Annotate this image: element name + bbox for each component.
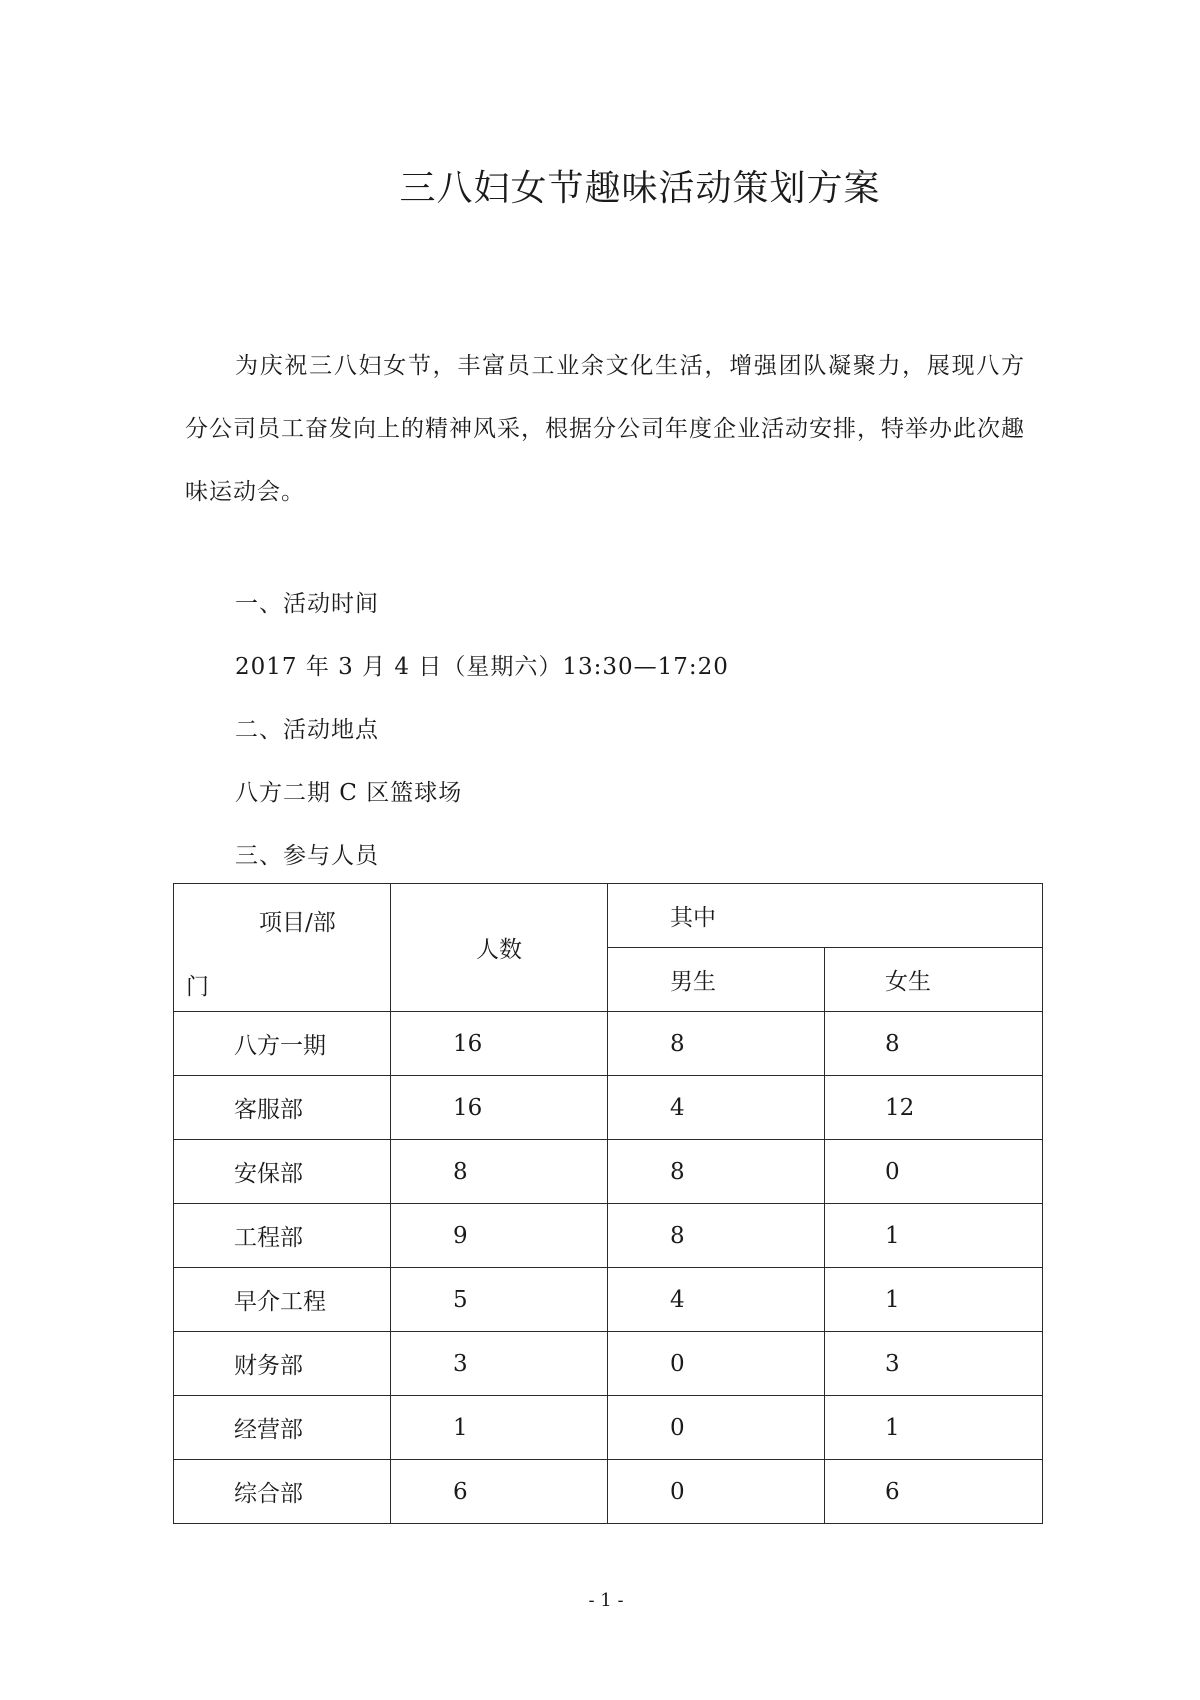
- count-cell: 1: [391, 1396, 608, 1460]
- header-male: 男生: [608, 948, 825, 1012]
- dept-cell: 工程部: [174, 1204, 391, 1268]
- count-cell: 9: [391, 1204, 608, 1268]
- intro-paragraph: 为庆祝三八妇女节，丰富员工业余文化生活，增强团队凝聚力，展现八方分公司员工奋发向上的精神风采，根据分公司年度企业活动安排，特举办此次趣味运动会。: [185, 353, 1025, 505]
- header-dept-line1: 项目/部: [259, 910, 336, 936]
- table-row: [174, 1012, 1043, 1076]
- header-dept-cell: [174, 884, 391, 1012]
- participants-table: [173, 883, 1043, 1524]
- header-of-which: 其中: [608, 884, 1043, 948]
- table-row: [174, 1140, 1043, 1204]
- table-row: [174, 1076, 1043, 1140]
- activity-location: 八方二期 C 区篮球场: [235, 780, 463, 806]
- male-cell: 4: [608, 1268, 825, 1332]
- table-header-row: [174, 884, 1043, 948]
- document-title: 三八妇女节趣味活动策划方案: [399, 168, 881, 209]
- dept-cell: 早介工程: [174, 1268, 391, 1332]
- count-cell: 5: [391, 1268, 608, 1332]
- table-row: [174, 1332, 1043, 1396]
- table-row: [174, 1460, 1043, 1524]
- male-cell: 8: [608, 1012, 825, 1076]
- section-2-heading: 二、活动地点: [235, 717, 379, 743]
- male-cell: 4: [608, 1076, 825, 1140]
- dept-cell: 八方一期: [174, 1012, 391, 1076]
- female-cell: 1: [825, 1268, 1043, 1332]
- section-1-heading: 一、活动时间: [235, 591, 379, 617]
- male-cell: 8: [608, 1140, 825, 1204]
- dept-cell: 财务部: [174, 1332, 391, 1396]
- dept-cell: 客服部: [174, 1076, 391, 1140]
- female-cell: 0: [825, 1140, 1043, 1204]
- dept-cell: 综合部: [174, 1460, 391, 1524]
- table-row: [174, 1396, 1043, 1460]
- table-row: [174, 1268, 1043, 1332]
- page-number: - 1 -: [588, 1590, 624, 1611]
- count-cell: 8: [391, 1140, 608, 1204]
- table-row: [174, 1204, 1043, 1268]
- count-cell: 16: [391, 1012, 608, 1076]
- male-cell: 0: [608, 1332, 825, 1396]
- section-3-heading: 三、参与人员: [235, 843, 379, 869]
- count-cell: 6: [391, 1460, 608, 1524]
- activity-time: 2017 年 3 月 4 日（星期六）13:30—17:20: [235, 654, 729, 680]
- female-cell: 12: [825, 1076, 1043, 1140]
- dept-cell: 安保部: [174, 1140, 391, 1204]
- count-cell: 3: [391, 1332, 608, 1396]
- female-cell: 6: [825, 1460, 1043, 1524]
- female-cell: 8: [825, 1012, 1043, 1076]
- header-female: 女生: [825, 948, 1043, 1012]
- male-cell: 0: [608, 1460, 825, 1524]
- female-cell: 3: [825, 1332, 1043, 1396]
- count-cell: 16: [391, 1076, 608, 1140]
- female-cell: 1: [825, 1204, 1043, 1268]
- dept-cell: 经营部: [174, 1396, 391, 1460]
- female-cell: 1: [825, 1396, 1043, 1460]
- header-count: 人数: [391, 884, 608, 1012]
- male-cell: 8: [608, 1204, 825, 1268]
- header-dept-line2: 门: [186, 974, 209, 1000]
- male-cell: 0: [608, 1396, 825, 1460]
